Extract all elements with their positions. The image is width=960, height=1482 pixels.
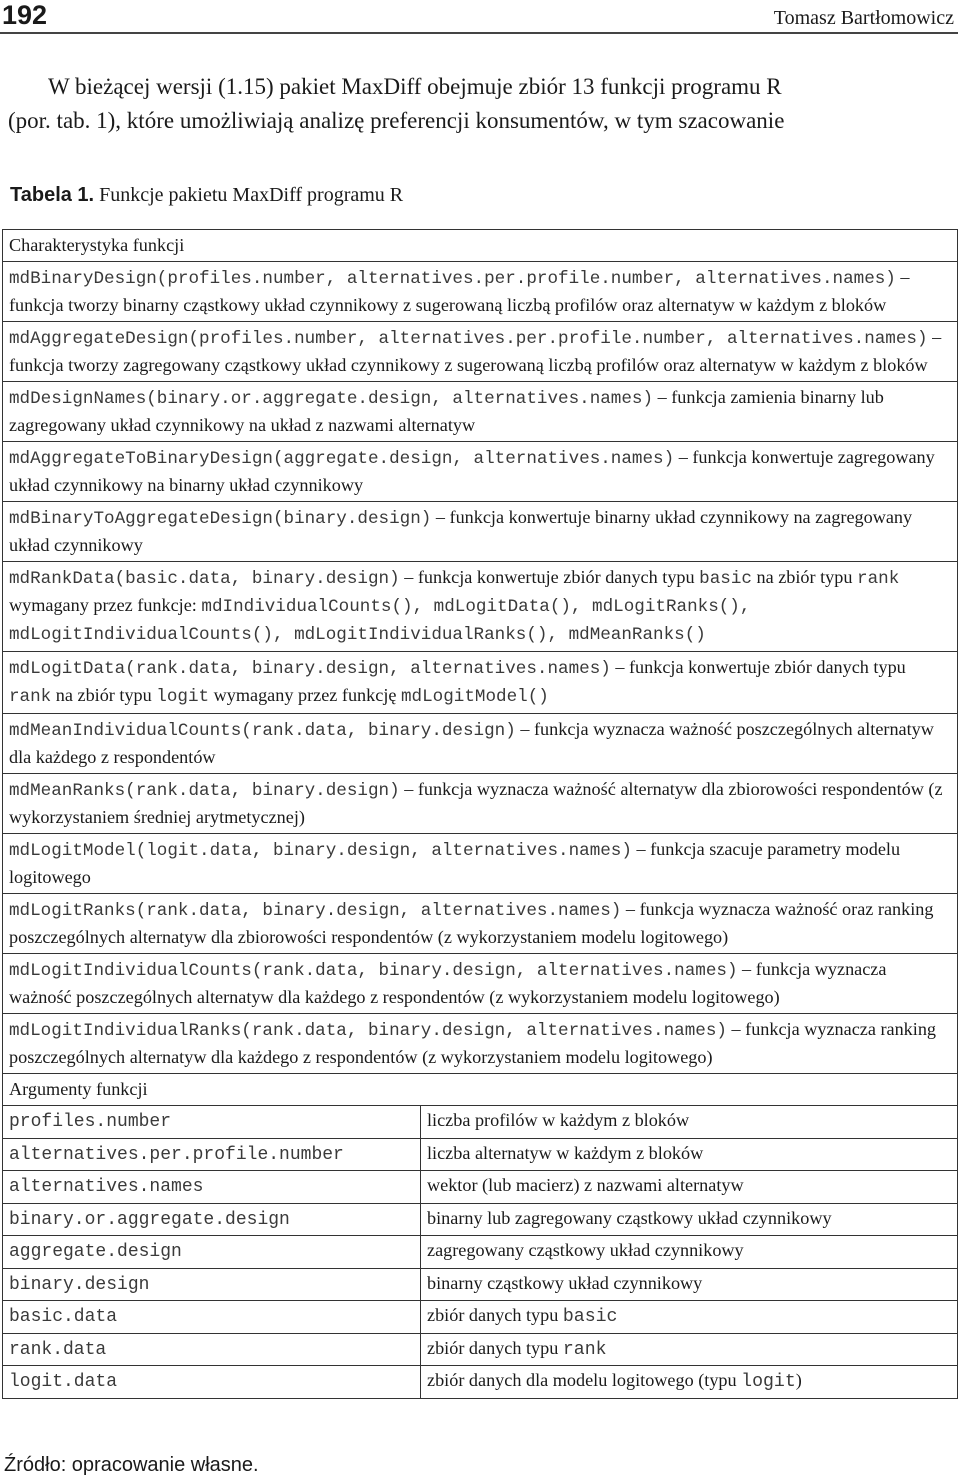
function-description: – funkcja tworzy zagregowany cząstkowy układ czynnikowy z sugerowaną liczbą profilów oraz alternatyw w każdym z bloków	[9, 327, 942, 375]
argument-row	[3, 1203, 958, 1236]
function-description: – funkcja konwertuje zagregowany układ czynnikowy na binarny układ czynnikowy	[9, 447, 935, 495]
table-row	[3, 894, 958, 954]
section-header-arguments: Argumenty funkcji	[3, 1074, 958, 1106]
table-row	[3, 442, 958, 502]
table-row	[3, 382, 958, 442]
argument-description-end: )	[795, 1370, 802, 1390]
argument-description: zbiór danych dla modelu logitowego (typu	[427, 1370, 742, 1390]
function-signature: mdDesignNames(binary.or.aggregate.design, alternatives.names)	[9, 389, 654, 409]
source-note: Źródło: opracowanie własne.	[4, 1454, 259, 1476]
argument-name: binary.design	[9, 1274, 150, 1295]
inline-code: basic	[699, 569, 752, 589]
function-signature: mdAggregateDesign(profiles.number, alternatives.per.profile.number, alternatives.names)	[9, 329, 928, 349]
table-caption-label: Tabela 1.	[10, 184, 95, 206]
table-row	[3, 502, 958, 562]
argument-row	[3, 1366, 958, 1399]
table-caption	[10, 184, 403, 207]
function-signature: mdMeanIndividualCounts(rank.data, binary.design)	[9, 721, 516, 741]
page-header	[0, 0, 958, 34]
table-row	[3, 562, 958, 652]
intro-paragraph	[8, 70, 954, 138]
argument-description: zbiór danych typu	[427, 1337, 563, 1358]
argument-row	[3, 1138, 958, 1171]
argument-description: liczba alternatyw w każdym z bloków	[421, 1138, 958, 1171]
function-description: – funkcja wyznacza ważność oraz ranking poszczególnych alternatyw dla zbiorowości respondentów (z wykorzystaniem modelu logitowego)	[9, 899, 934, 947]
inline-code: rank	[857, 569, 900, 589]
inline-code: rank	[562, 1339, 607, 1360]
function-signature: mdBinaryToAggregateDesign(binary.design)	[9, 509, 432, 529]
function-signature: mdBinaryDesign(profiles.number, alternatives.per.profile.number, alternatives.names)	[9, 269, 896, 289]
argument-row	[3, 1301, 958, 1334]
table-row	[3, 322, 958, 382]
function-description: – funkcja zamienia binarny lub zagregowany układ czynnikowy na układ z nazwami alternatyw	[9, 387, 884, 435]
functions-table	[2, 229, 958, 1399]
function-description: na zbiór typu	[751, 567, 858, 587]
function-description: – funkcja konwertuje zbiór danych typu	[399, 567, 700, 587]
inline-code: mdIndividualCounts(), mdLogitData(), mdLogitRanks(), mdLogitIndividualCounts(), mdLogitIndividualRanks(), mdMeanRanks()	[9, 597, 751, 645]
page-number: 192	[2, 0, 48, 30]
argument-description: zagregowany cząstkowy układ czynnikowy	[421, 1236, 958, 1269]
function-description: – funkcja wyznacza ważność poszczególnych alternatyw dla każdego z respondentów (z wykorzystaniem modelu logitowego)	[9, 959, 887, 1007]
argument-row	[3, 1171, 958, 1204]
function-description: na zbiór typu	[51, 685, 157, 705]
argument-row	[3, 1333, 958, 1366]
function-signature: mdLogitData(rank.data, binary.design, alternatives.names)	[9, 659, 611, 679]
inline-code: logit	[156, 687, 210, 707]
table-row	[3, 954, 958, 1014]
section-header-characteristics: Charakterystyka funkcji	[3, 230, 958, 262]
function-description: – funkcja tworzy binarny cząstkowy układ czynnikowy z sugerowaną liczbą profilów oraz alternatyw w każdym z bloków	[9, 267, 910, 315]
table-row	[3, 714, 958, 774]
argument-description: binarny lub zagregowany cząstkowy układ czynnikowy	[421, 1203, 958, 1236]
running-head-author: Tomasz Bartłomowicz	[773, 7, 954, 29]
intro-line-1: W bieżącej wersji (1.15) pakiet MaxDiff obejmuje zbiór 13 funkcji programu R	[48, 74, 782, 99]
function-description: – funkcja wyznacza ważność poszczególnych alternatyw dla każdego z respondentów	[9, 719, 934, 767]
function-signature: mdLogitIndividualRanks(rank.data, binary.design, alternatives.names)	[9, 1021, 727, 1041]
function-signature: mdAggregateToBinaryDesign(aggregate.design, alternatives.names)	[9, 449, 675, 469]
table-row	[3, 774, 958, 834]
inline-code: mdLogitModel()	[401, 687, 549, 707]
argument-row	[3, 1236, 958, 1269]
function-signature: mdRankData(basic.data, binary.design)	[9, 569, 400, 589]
function-description: wymagany przez funkcję	[209, 685, 401, 705]
function-description: – funkcja wyznacza ranking poszczególnych alternatyw dla każdego z respondentów (z wykorzystaniem modelu logitowego)	[9, 1019, 937, 1067]
function-signature: mdLogitRanks(rank.data, binary.design, alternatives.names)	[9, 901, 622, 921]
function-description: wymagany przez funkcje:	[9, 595, 202, 615]
argument-description: liczba profilów w każdym z bloków	[421, 1106, 958, 1139]
argument-name: alternatives.names	[9, 1177, 204, 1197]
table-row	[3, 652, 958, 714]
argument-name: rank.data	[9, 1339, 107, 1360]
inline-code: rank	[9, 687, 52, 707]
table-row	[3, 262, 958, 322]
intro-line-2: (por. tab. 1), które umożliwiają analizę preferencji konsumentów, w tym szacowanie	[8, 108, 785, 133]
argument-name: aggregate.design	[9, 1242, 182, 1262]
function-description: – funkcja konwertuje binarny układ czynnikowy na zagregowany układ czynnikowy	[9, 507, 913, 555]
function-signature: mdLogitIndividualCounts(rank.data, binary.design, alternatives.names)	[9, 961, 738, 981]
table-row	[3, 834, 958, 894]
argument-description: zbiór danych typu	[427, 1305, 563, 1325]
argument-name: profiles.number	[9, 1112, 172, 1132]
argument-row	[3, 1268, 958, 1301]
section-header-row	[3, 1074, 958, 1106]
argument-name: basic.data	[9, 1307, 118, 1327]
inline-code: logit	[741, 1372, 796, 1392]
argument-name: alternatives.per.profile.number	[9, 1144, 344, 1165]
argument-name: logit.data	[9, 1372, 118, 1392]
section-header-row	[3, 230, 958, 262]
function-description: – funkcja konwertuje zbiór danych typu	[610, 657, 906, 677]
table-caption-text: Funkcje pakietu MaxDiff programu R	[94, 184, 404, 206]
function-signature: mdLogitModel(logit.data, binary.design, alternatives.names)	[9, 841, 632, 861]
argument-description: wektor (lub macierz) z nazwami alternatyw	[421, 1171, 958, 1204]
argument-row	[3, 1106, 958, 1139]
function-description: – funkcja wyznacza ważność alternatyw dla zbiorowości respondentów (z wykorzystaniem średniej arytmetycznej)	[9, 779, 943, 827]
argument-description: binarny cząstkowy układ czynnikowy	[421, 1268, 958, 1301]
function-signature: mdMeanRanks(rank.data, binary.design)	[9, 781, 400, 801]
table-row	[3, 1014, 958, 1074]
function-description: – funkcja szacuje parametry modelu logitowego	[9, 839, 901, 887]
inline-code: basic	[562, 1307, 618, 1327]
argument-name: binary.or.aggregate.design	[9, 1209, 290, 1230]
